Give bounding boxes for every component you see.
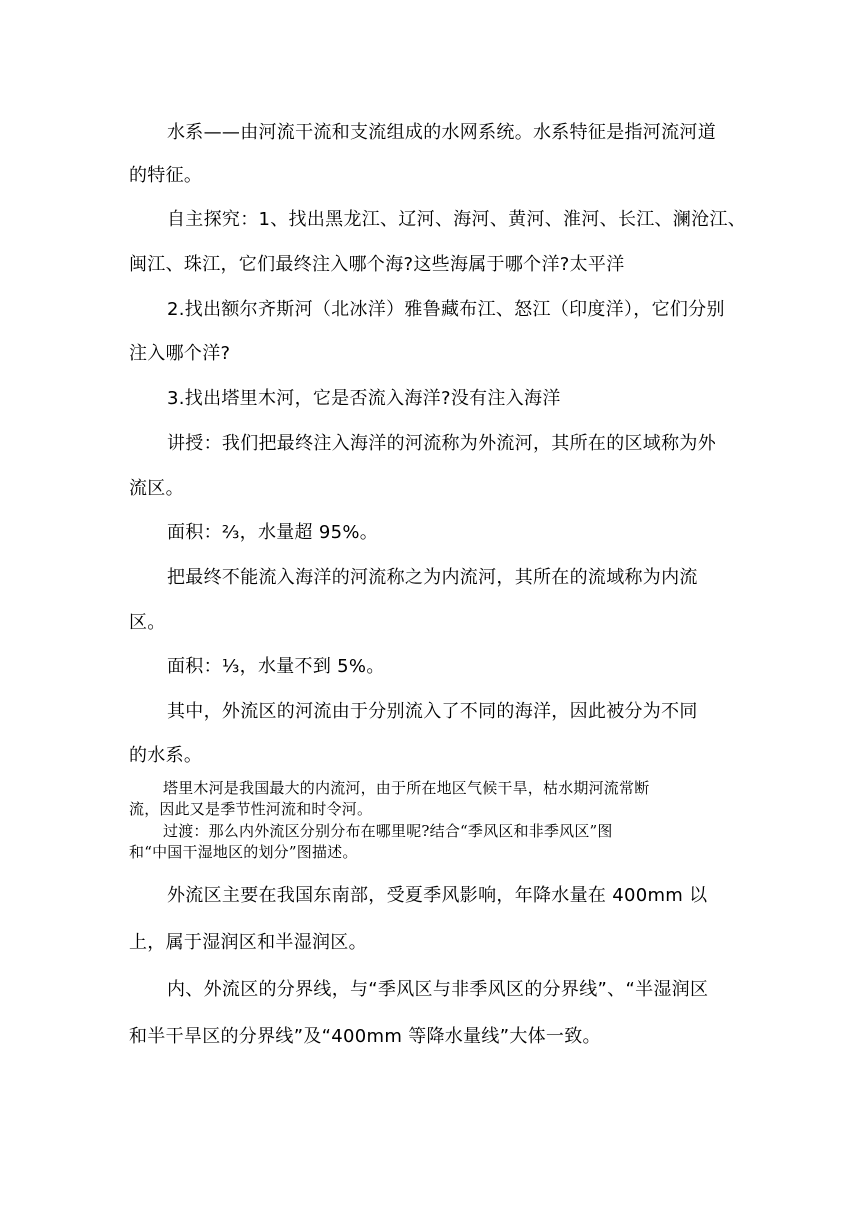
text-line: 面积：⅓，水量不到 5%。 bbox=[167, 656, 385, 677]
text-line: 面积：⅔，水量超 95%。 bbox=[167, 522, 379, 543]
text-line: 3.找出塔里木河，它是否流入海洋?没有注入海洋 bbox=[167, 388, 561, 409]
text-line: 区。 bbox=[129, 612, 166, 633]
text-line: 内、外流区的分界线，与“季风区与非季风区的分界线”、“半湿润区 bbox=[167, 979, 709, 1000]
text-line: 流区。 bbox=[129, 478, 184, 499]
text-line: 的特征。 bbox=[129, 165, 203, 186]
text-line: 的水系。 bbox=[129, 745, 203, 766]
text-line: 和“中国干湿地区的划分”图描述。 bbox=[129, 843, 358, 861]
text-line: 过渡：那么内外流区分别分布在哪里呢?结合“季风区和非季风区”图 bbox=[163, 822, 613, 840]
text-line: 自主探究：1、找出黑龙江、辽河、海河、黄河、淮河、长江、澜沧江、 bbox=[167, 209, 747, 230]
text-line: 和半干旱区的分界线”及“400mm 等降水量线”大体一致。 bbox=[129, 1026, 601, 1047]
text-line: 讲授：我们把最终注入海洋的河流称为外流河，其所在的区域称为外 bbox=[167, 433, 716, 454]
text-line: 闽江、珠江，它们最终注入哪个海?这些海属于哪个洋?太平洋 bbox=[129, 254, 625, 275]
text-line: 上，属于湿润区和半湿润区。 bbox=[129, 932, 367, 953]
text-line: 流，因此又是季节性河流和时令河。 bbox=[129, 800, 373, 818]
text-line: 注入哪个洋? bbox=[129, 343, 231, 364]
text-line: 水系——由河流干流和支流组成的水网系统。水系特征是指河流河道 bbox=[167, 122, 716, 143]
text-line: 其中，外流区的河流由于分别流入了不同的海洋，因此被分为不同 bbox=[167, 701, 698, 722]
text-line: 2.找出额尔齐斯河（北冰洋）雅鲁藏布江、怒江（印度洋），它们分别 bbox=[167, 299, 725, 320]
text-line: 把最终不能流入海洋的河流称之为内流河，其所在的流域称为内流 bbox=[167, 567, 698, 588]
text-line: 塔里木河是我国最大的内流河，由于所在地区气候干旱，枯水期河流常断 bbox=[163, 779, 650, 797]
text-line: 外流区主要在我国东南部，受夏季风影响，年降水量在 400mm 以 bbox=[167, 885, 708, 906]
